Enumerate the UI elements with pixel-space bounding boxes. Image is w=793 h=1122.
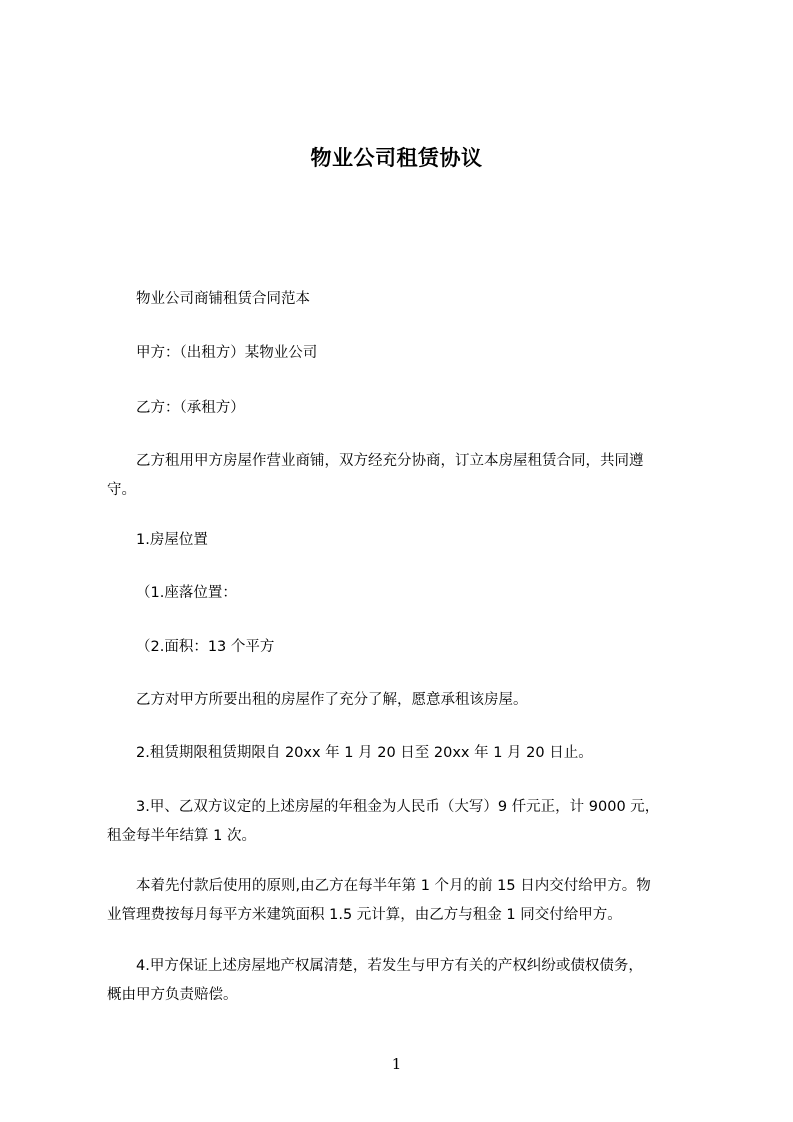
page-number: 1 <box>391 1055 402 1073</box>
paragraph-line: （2.面积：13 个平方 <box>136 639 275 655</box>
paragraph-clause-1 <box>107 526 707 555</box>
paragraph-line: 甲方：（出租方）某物业公司 <box>136 345 318 361</box>
paragraph-clause-4 <box>107 952 707 1010</box>
paragraph-line: 守。 <box>107 482 136 498</box>
paragraph-line: 1.房屋位置 <box>136 532 208 548</box>
paragraph-line: 租金每半年结算 1 次。 <box>107 828 256 844</box>
paragraph-clause-3 <box>107 793 707 851</box>
paragraph-party-b <box>107 394 707 423</box>
paragraph-clause-3-payment <box>107 872 707 930</box>
paragraph-line: 乙方租用甲方房屋作营业商铺，双方经充分协商，订立本房屋租赁合同，共同遵 <box>136 453 644 469</box>
paragraph-line: 乙方对甲方所要出租的房屋作了充分了解，愿意承租该房屋。 <box>136 692 528 708</box>
paragraph-line: 物业公司商铺租赁合同范本 <box>136 291 310 307</box>
paragraph-clause-2 <box>107 739 707 768</box>
paragraph-line: 业管理费按每月每平方米建筑面积 1.5 元计算，由乙方与租金 1 同交付给甲方。 <box>107 907 622 923</box>
paragraph-line: 乙方：（承租方） <box>136 400 245 416</box>
paragraph-line: （1.座落位置： <box>136 585 237 601</box>
paragraph-line: 3.甲、乙双方议定的上述房屋的年租金为人民币（大写）9 仟元正，计 9000 元， <box>136 799 660 815</box>
paragraph-clause-1-3 <box>107 686 707 715</box>
document-title: 物业公司租赁协议 <box>310 146 483 170</box>
paragraph-clause-1-1 <box>107 579 707 608</box>
paragraph-line: 概由甲方负责赔偿。 <box>107 987 238 1003</box>
paragraph-line: 4.甲方保证上述房屋地产权属清楚，若发生与甲方有关的产权纠纷或债权债务， <box>136 958 643 974</box>
paragraph-clause-1-2 <box>107 633 707 662</box>
paragraph-intro <box>107 447 707 505</box>
paragraph-line: 2.租赁期限租赁期限自 20xx 年 1 月 20 日至 20xx 年 1 月 20 日止。 <box>136 745 593 761</box>
paragraph-line: 本着先付款后使用的原则,由乙方在每半年第 1 个月的前 15 日内交付给甲方。物 <box>136 878 651 894</box>
paragraph-party-a <box>107 339 707 368</box>
paragraph-subtitle <box>107 285 707 314</box>
